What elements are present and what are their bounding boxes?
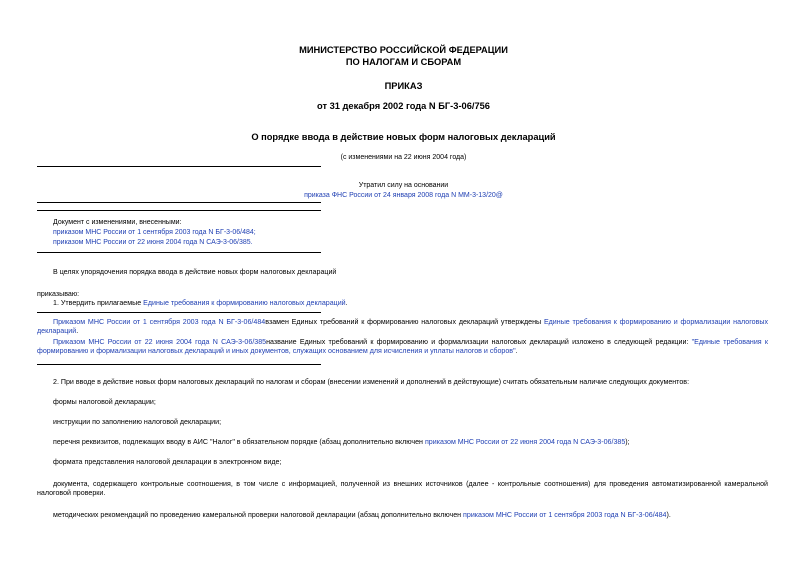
divider — [37, 202, 321, 203]
list-requisites — [53, 438, 630, 447]
list-method — [53, 511, 671, 520]
note-2-text: название Единых требований к формированию и формализации налоговых деклараций изложено в следующей редакции: — [266, 338, 692, 346]
divider — [37, 252, 321, 253]
item-1-text: 1. Утвердить прилагаемые — [53, 299, 144, 307]
changes-intro: Документ с изменениями, внесенными: — [53, 219, 182, 226]
document-type: ПРИКАЗ — [384, 81, 423, 91]
list-forms: формы налоговой декларации; — [53, 398, 156, 406]
list-control: документа, содержащего контрольные соотношения, в том числе с информацией, полученной из внешних источников (далее - контрольные соотношения) для проведения автоматизированной камеральной налоговой проверки. — [37, 480, 768, 497]
item-1-link[interactable]: Единые требования к формированию налоговых деклараций — [143, 299, 346, 307]
changes-link-1[interactable]: приказом МНС России от 1 сентября 2003 года N БГ-3-06/484; — [53, 229, 256, 236]
list-instructions: инструкции по заполнению налоговой декларации; — [53, 418, 222, 426]
document-date-number: от 31 декабря 2002 года N БГ-3-06/756 — [317, 101, 490, 111]
order-word: приказываю: — [37, 290, 80, 298]
preamble: В целях упорядочения порядка ввода в действие новых форм налоговых деклараций — [53, 268, 337, 276]
note-2 — [37, 338, 768, 356]
list-requisites-link[interactable]: приказом МНС России от 22 июня 2004 года N САЭ-3-06/385 — [424, 438, 626, 446]
list-method-text: методических рекомендаций по проведению камеральной проверки налоговой декларации (абзац дополнительно включен — [53, 511, 464, 519]
amendments-note: (с изменениями на 22 июня 2004 года) — [340, 154, 467, 161]
changes-link-2[interactable]: приказом МНС России от 22 июня 2004 года N САЭ-3-06/385. — [53, 239, 253, 246]
list-format: формата представления налоговой декларации в электронном виде; — [53, 458, 282, 466]
divider — [37, 312, 321, 313]
note-1-text: взамен Единых требований к формированию налоговых деклараций утверждены — [265, 318, 544, 326]
divider — [37, 166, 321, 167]
invalidity-link[interactable]: приказа ФНС России от 24 января 2008 года N ММ-3-13/20@ — [304, 192, 503, 199]
list-requisites-tail: ); — [625, 438, 630, 446]
item-1 — [53, 299, 348, 308]
divider — [37, 364, 321, 365]
note-1-link[interactable]: Приказом МНС России от 1 сентября 2003 года N БГ-3-06/484 — [53, 318, 266, 326]
item-2: 2. При вводе в действие новых форм налоговых деклараций по налогам и сборам (внесении изменений и дополнений в действующие) считать обязательным наличие следующих документов: — [53, 378, 690, 386]
note-2-link-2[interactable]: "Единые требования к формированию и формализации налоговых деклараций и иных документов, служащих основанием для исчисления и уплаты налогов и сборов" — [37, 338, 768, 355]
invalidity-line — [0, 191, 807, 200]
item-1-tail: . — [345, 299, 348, 307]
note-1-tail: . — [76, 327, 79, 335]
note-2-link[interactable]: Приказом МНС России от 22 июня 2004 года N САЭ-3-06/385 — [53, 338, 267, 346]
invalidity-text: Утратил силу на основании — [358, 182, 449, 189]
document-title: О порядке ввода в действие новых форм налоговых деклараций — [251, 132, 556, 142]
note-1-link-2[interactable]: Единые требования к формированию и формализации налоговых деклараций — [37, 318, 769, 335]
note-1 — [37, 318, 768, 336]
ministry-name-line1: МИНИСТЕРСТВО РОССИЙСКОЙ ФЕДЕРАЦИИ — [299, 45, 508, 55]
note-2-tail: . — [515, 347, 518, 355]
list-requisites-text: перечня реквизитов, подлежащих вводу в АИС "Налог" в обязательном порядке (абзац дополнительно включен — [53, 438, 425, 446]
divider — [37, 210, 321, 211]
ministry-name-line2: ПО НАЛОГАМ И СБОРАМ — [345, 57, 462, 67]
list-method-link[interactable]: приказом МНС России от 1 сентября 2003 года N БГ-3-06/484 — [463, 511, 667, 519]
list-method-tail: ). — [666, 511, 671, 519]
